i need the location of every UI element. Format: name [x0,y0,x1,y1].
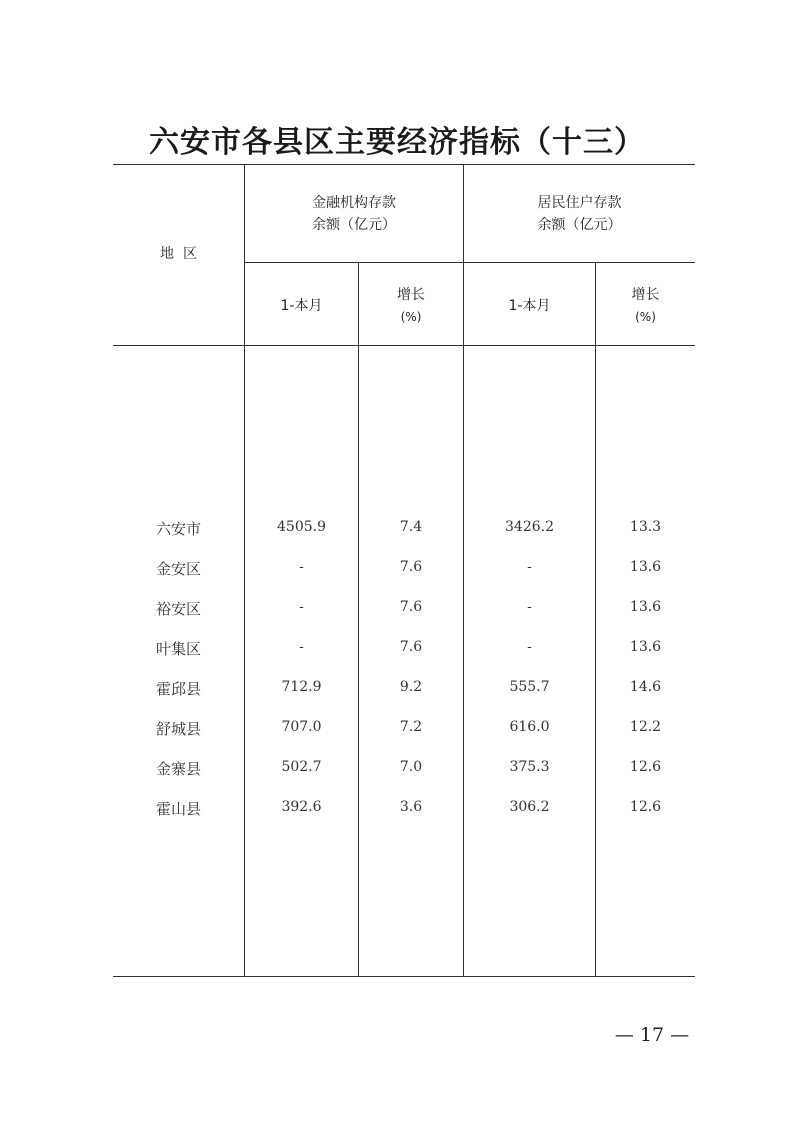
row-region: 裕安区 [155,600,201,618]
row-fin-growth: 7.2 [399,719,423,735]
row-fin-growth: 7.0 [399,759,423,775]
header-res-deposit-line2: 余额（亿元） [537,217,622,233]
row-fin-growth: 7.6 [399,639,423,655]
row-res-deposit: 555.7 [509,679,550,695]
subheader-fin-growth-label: 增长 [397,287,425,303]
col-divider-res [595,262,596,977]
row-fin-deposit: 707.0 [281,719,322,735]
subheader-res-growth [596,284,695,328]
subheader-res-month: 1-本月 [508,298,551,314]
row-fin-deposit: 4505.9 [277,519,326,535]
row-region: 霍邱县 [155,680,201,698]
subheader-res-growth-label: 增长 [631,287,660,303]
row-fin-growth: 7.6 [399,599,423,615]
row-fin-growth: 7.6 [399,559,423,575]
row-region: 六安市 [155,520,201,538]
row-fin-growth: 3.6 [399,799,423,815]
row-res-deposit: - [527,559,532,575]
row-fin-growth: 9.2 [399,679,423,695]
row-res-deposit: 3426.2 [505,519,554,535]
subheader-fin-month: 1-本月 [280,298,323,314]
row-res-growth: 13.6 [629,599,662,615]
row-fin-deposit: - [299,559,304,575]
table-top-rule [113,164,695,165]
row-res-growth: 13.3 [629,519,662,535]
row-res-growth: 12.6 [629,799,662,815]
table-bottom-rule [113,976,695,977]
row-res-growth: 12.2 [629,719,662,735]
row-res-growth: 14.6 [629,679,662,695]
row-region: 金安区 [155,560,201,578]
header-fin-deposit-line2: 余额（亿元） [312,217,396,233]
row-res-deposit: 375.3 [509,759,550,775]
header-fin-deposit [245,192,463,236]
row-fin-deposit: 502.7 [281,759,322,775]
row-fin-deposit: 712.9 [281,679,322,695]
col-divider-fin [358,262,359,977]
row-region: 霍山县 [155,800,201,818]
row-region: 叶集区 [155,640,201,658]
header-res-deposit-line1: 居民住户存款 [537,195,622,211]
row-fin-deposit: - [299,639,304,655]
header-res-deposit [464,192,695,236]
row-res-growth: 13.6 [629,559,662,575]
page-number: — 17 — [614,1024,690,1046]
row-res-deposit: 306.2 [509,799,550,815]
subheader-fin-growth [359,284,463,328]
header-fin-deposit-line1: 金融机构存款 [312,195,396,211]
row-region: 舒城县 [155,720,201,738]
row-fin-deposit: - [299,599,304,615]
row-res-growth: 12.6 [629,759,662,775]
subheader-fin-growth-unit: (%) [400,310,422,324]
row-res-deposit: 616.0 [509,719,550,735]
row-region: 金寨县 [155,760,201,778]
row-fin-growth: 7.4 [399,519,423,535]
header-mid-rule [245,262,695,263]
row-res-growth: 13.6 [629,639,662,655]
header-region: 地 区 [160,246,197,262]
page-title: 六安市各县区主要经济指标（十三） [149,125,645,160]
subheader-res-growth-unit: (%) [635,310,656,324]
row-res-deposit: - [527,599,532,615]
header-bottom-rule [113,345,695,346]
row-fin-deposit: 392.6 [281,799,322,815]
row-res-deposit: - [527,639,532,655]
